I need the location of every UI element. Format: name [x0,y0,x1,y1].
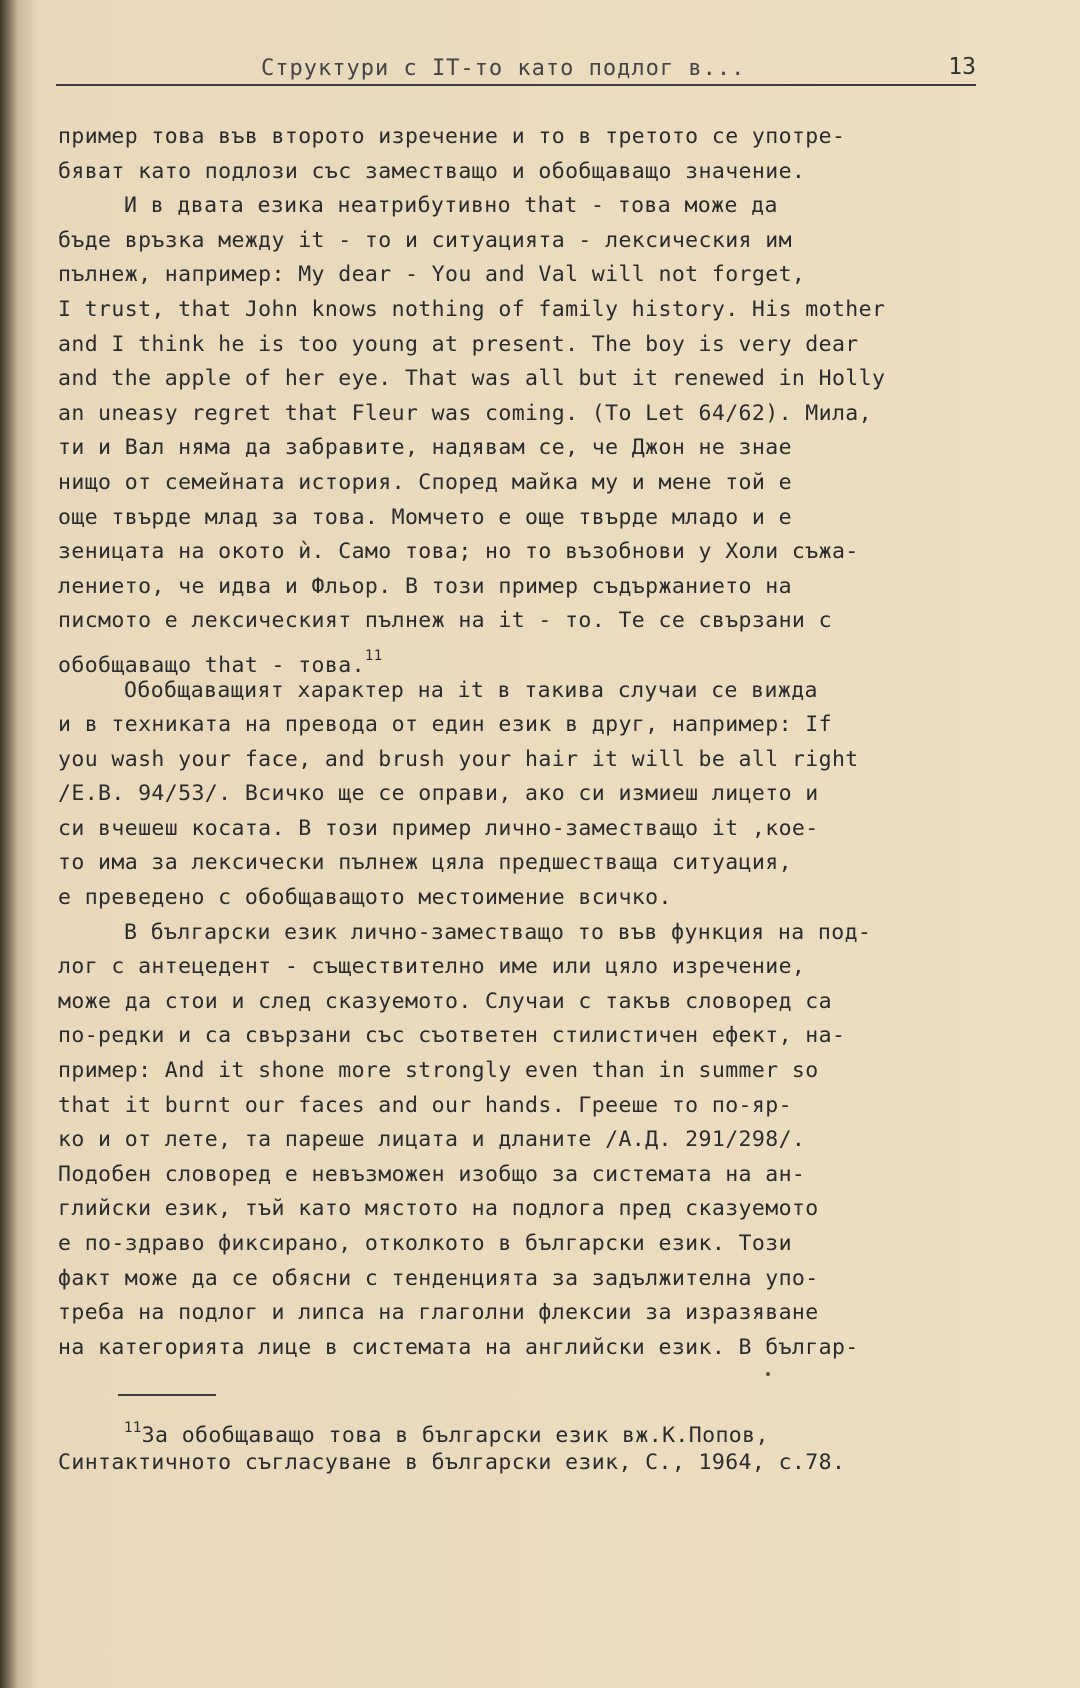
header-title: Структури с IT-то като подлог в... [261,56,746,81]
text-line: I trust, that John knows nothing of family history. His mother [58,296,886,322]
text-line: още твърде млад за това. Момчето е още твърде младо и е [58,504,792,530]
text-line: то има за лексически пълнеж цяла предшестваща ситуация, [58,850,792,876]
text-line: лението, че идва и Фльор. В този пример съдържанието на [58,573,792,599]
page-number: 13 [948,54,976,80]
text-line: нищо от семейната история. Според майка му и мене той е [58,469,792,495]
text-line: глийски език, тъй като мястото на подлога пред сказуемото [58,1196,819,1222]
footnote [58,1410,978,1479]
text-line: бяват като подлози със заместващо и обобщаващо значение. [58,158,806,184]
ink-speck [766,1372,770,1376]
text-line: обобщаващо that - това.$^{11}$ [58,647,383,678]
text-line: И в двата езика неатрибутивно that - това може да [124,193,778,219]
footnote-number: 11 [124,1420,142,1436]
text-line: и в техниката на превода от един език в друг, например: If [58,712,832,738]
text-line: факт може да се обясни с тенденцията за задължителна упо- [58,1265,819,1291]
text-line: пример: And it shone more strongly even than in summer so [58,1058,819,1084]
text-line: лог с антецедент - съществително име или цяло изречение, [58,954,806,980]
text-line: пълнеж, например: My dear - You and Val will not forget, [58,262,806,288]
footnote-divider [118,1394,216,1396]
text-line: по-редки и са свързани със съответен стилистичен ефект, на- [58,1023,846,1049]
text-line: писмото е лексическият пълнеж на it - то. Те се свързани с [58,608,832,634]
text-line: that it burnt our faces and our hands. Грееше то по-яр- [58,1092,792,1118]
text-line: Подобен словоред е невъзможен изобщо за системата на ан- [58,1161,806,1187]
text-line: ти и Вал няма да забравите, надявам се, че Джон не знае [58,435,792,461]
text-line: Обобщаващият характер на it в такива случаи се вижда [124,677,818,703]
text-line: бъде връзка между it - то и ситуацията - лексическия им [58,227,792,253]
text-line: може да стои и след сказуемото. Случаи с такъв словоред са [58,988,832,1014]
text-line: зеницата на окото ѝ. Само това; но то възобнови у Холи съжа- [58,539,859,565]
text-line: В български език лично-заместващо то във функция на под- [124,919,872,945]
text-line: е по-здраво фиксирано, отколкото в български език. Този [58,1231,792,1256]
body-text [58,120,978,1365]
text-line: an uneasy regret that Fleur was coming. (To Let 64/62). Мила, [58,400,872,426]
running-header [56,50,976,86]
text-line: and the apple of her eye. That was all but it renewed in Holly [58,366,886,392]
footnote-line: $^{11}$За обобщаващо това в български език вж.К.Попов, [124,1420,769,1448]
text-line: you wash your face, and brush your hair it will be all right [58,746,859,772]
text-line: /E.B. 94/53/. Всичко ще се оправи, ако си измиеш лицето и [58,781,819,807]
text-line: пример това във второто изречение и то в третото се употре- [58,124,846,149]
text-line: е преведено с обобщаващото местоимение всичко. [58,885,672,911]
text-line: and I think he is too young at present. The boy is very dear [58,331,859,357]
text-line: си вчешеш косата. В този пример лично-заместващо it ,кое- [58,815,819,841]
text-line: на категорията лице в системата на английски език. В българ- [58,1334,859,1360]
text-line: ко и от лете, та пареше лицата и дланите /А.Д. 291/298/. [58,1127,806,1153]
footnote-line: Синтактичното съгласуване в български език, С., 1964, с.78. [58,1449,846,1475]
footnote-marker: 11 [364,647,383,664]
text-line: треба на подлог и липса на глаголни флексии за изразяване [58,1300,819,1326]
